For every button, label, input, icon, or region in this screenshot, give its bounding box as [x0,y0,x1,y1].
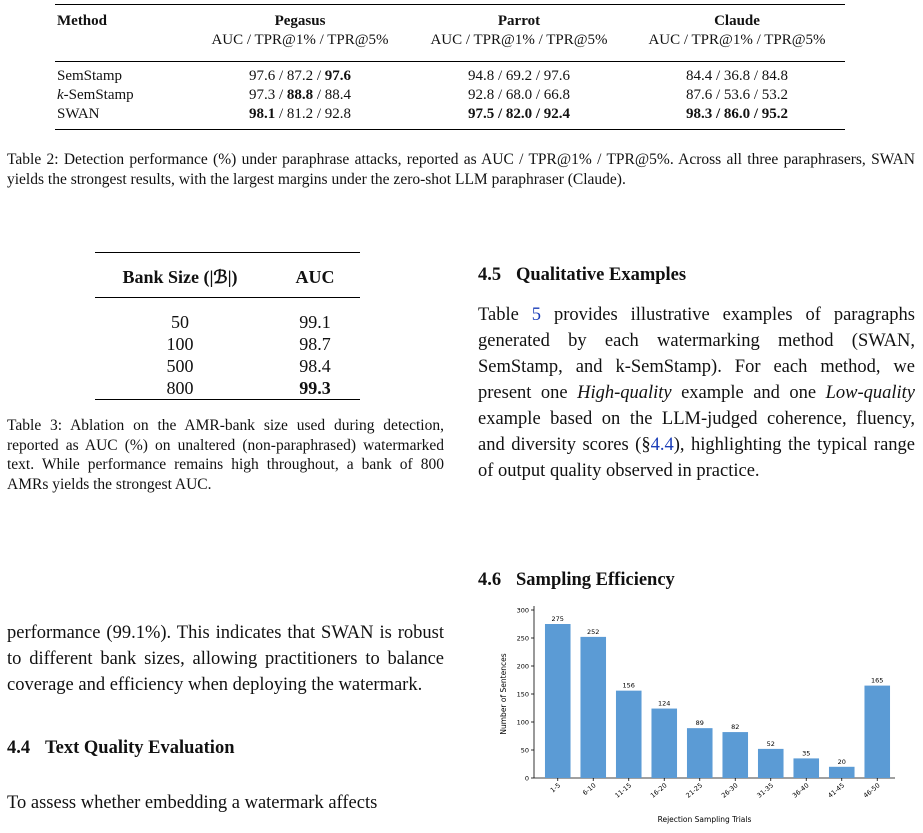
paragraph-qualitative-examples [478,302,915,484]
bar [829,767,855,778]
text-run: example and one [671,383,826,403]
bar [864,686,890,778]
table2-cell-pegasus: 97.3 / 88.8 / 88.4 [248,87,352,103]
table3-header-auc: AUC [295,267,335,287]
text-run: Table [478,305,532,325]
table2-subheader-pegasus: AUC / TPR@1% / TPR@5% [211,32,389,48]
table2-cell-pegasus: 97.6 / 87.2 / 97.6 [248,68,352,84]
table2-subheader-parrot: AUC / TPR@1% / TPR@5% [430,32,608,48]
x-tick-label: 6-10 [581,781,598,798]
table2-row-method: SemStamp [57,68,123,84]
table2-row-method: SWAN [57,106,100,122]
bar [545,624,571,778]
table-bottom-rule [95,399,360,400]
emphasis-high-quality: High-quality [577,383,672,403]
table2-subheader-claude: AUC / TPR@1% / TPR@5% [648,32,826,48]
paragraph-bank-size-result: performance (99.1%). This indicates that SWAN is robust to different bank sizes, allowing practitioners to balance coverage and efficiency when deploying the watermark. [7,623,444,695]
bar-value-label: 20 [837,757,846,766]
x-tick-label: 11-15 [613,781,634,800]
table2-caption: Table 2: Detection performance (%) under paraphrase attacks, reported as AUC / TPR@1% / TPR@5%. Across all three paraphrasers, SWAN yields the strongest results, with the largest margins under the zero-shot LLM paraphraser (Claude). [7,151,915,188]
y-tick-label: 100 [516,718,529,727]
section-title: Text Quality Evaluation [45,738,235,758]
section-heading-4-5 [478,265,686,286]
table3-cell-bank-size: 800 [166,378,194,398]
bar-value-label: 82 [731,723,740,732]
table3-cell-auc: 99.1 [299,312,331,332]
x-tick-label: 46-50 [861,781,882,800]
section-title: Qualitative Examples [516,265,687,285]
section-title: Sampling Efficiency [516,570,675,590]
table2-cell-parrot: 94.8 / 69.2 / 97.6 [467,68,571,84]
table-5-link[interactable]: 5 [531,305,542,325]
bar [687,728,713,778]
x-tick-label: 21-25 [684,781,705,800]
paragraph-text-quality: To assess whether embedding a watermark affects [7,793,378,813]
x-tick-label: 36-40 [790,781,811,800]
y-tick-label: 50 [520,746,529,755]
table3-cell-bank-size: 500 [166,356,194,376]
table2-header-pegasus: Pegasus [274,13,326,29]
bar-value-label: 124 [658,699,671,708]
text-run: provides illustrative examples of paragraphs generated by each watermarking method (SWAN, SemStamp, and k-SemStamp). For each method, we present one [478,305,915,403]
table-bottom-rule [55,129,845,130]
x-tick-label: 16-20 [648,781,669,800]
bar [580,637,606,778]
section-heading-4-6 [478,570,675,591]
table2-cell-parrot: 92.8 / 68.0 / 66.8 [467,87,571,103]
bar-value-label: 275 [551,615,564,623]
table3-cell-auc: 99.3 [299,378,331,398]
table2-header-parrot: Parrot [497,13,541,29]
y-tick-label: 200 [516,662,529,671]
bar [793,758,819,778]
table-3 [95,252,360,402]
table3-cell-bank-size: 100 [166,334,194,354]
bar-value-label: 156 [622,681,635,690]
emphasis-low-quality: Low-quality [825,383,915,403]
table-mid-rule [95,297,360,298]
text-run: example based on the LLM-judged coherence, fluency, and diversity scores (§ [478,409,915,455]
section-number: 4.4 [7,738,31,758]
y-tick-label: 0 [524,774,529,783]
bar-value-label: 165 [871,676,884,685]
table2-row-method: k-SemStamp [57,87,134,103]
text-run: ), highlighting the typical range of output quality observed in practice. [478,435,915,481]
y-axis-label: Number of Sentences [499,653,508,735]
section-number: 4.6 [478,570,502,590]
table-mid-rule [55,61,845,62]
bar [651,709,677,778]
y-tick-label: 300 [516,606,529,615]
bar [758,749,784,778]
x-tick-label: 1-5 [548,781,563,795]
sampling-efficiency-bar-chart [482,598,905,830]
bar [722,732,748,778]
table3-cell-bank-size: 50 [171,312,189,332]
section-number: 4.5 [478,265,502,285]
table3-caption: Table 3: Ablation on the AMR-bank size used during detection, reported as AUC (%) on unaltered (non-paraphrased) watermarked text. While performance remains high throughout, a bank of 800 AMRs yields the strongest AUC. [7,417,444,493]
section-heading-4-4 [7,738,235,759]
table3-cell-auc: 98.7 [299,334,331,354]
bar [616,691,642,778]
x-tick-label: 41-45 [826,781,847,800]
table3-cell-auc: 98.4 [299,356,331,376]
table2-header-method: Method [57,13,107,29]
x-axis-label: Rejection Sampling Trials [657,815,752,824]
table3-header-bank-size: Bank Size (|ℬ|) [122,267,238,287]
table2-cell-parrot: 97.5 / 82.0 / 92.4 [467,106,571,122]
table-top-rule [55,4,845,5]
x-tick-label: 26-30 [719,781,740,800]
y-tick-label: 150 [516,690,529,699]
table2-header-claude: Claude [714,13,760,29]
bar-value-label: 89 [695,719,704,728]
bar-value-label: 52 [766,739,775,748]
x-tick-label: 31-35 [755,781,776,800]
table2-cell-claude: 87.6 / 53.6 / 53.2 [685,87,789,103]
bar-value-label: 252 [587,627,600,636]
table-top-rule [95,252,360,253]
bar-value-label: 35 [802,749,811,758]
table2-cell-pegasus: 98.1 / 81.2 / 92.8 [248,106,352,122]
table2-cell-claude: 98.3 / 86.0 / 95.2 [685,106,789,122]
table2-cell-claude: 84.4 / 36.8 / 84.8 [685,68,789,84]
y-tick-label: 250 [516,634,529,643]
section-4-4-link[interactable]: 4.4 [650,435,674,455]
